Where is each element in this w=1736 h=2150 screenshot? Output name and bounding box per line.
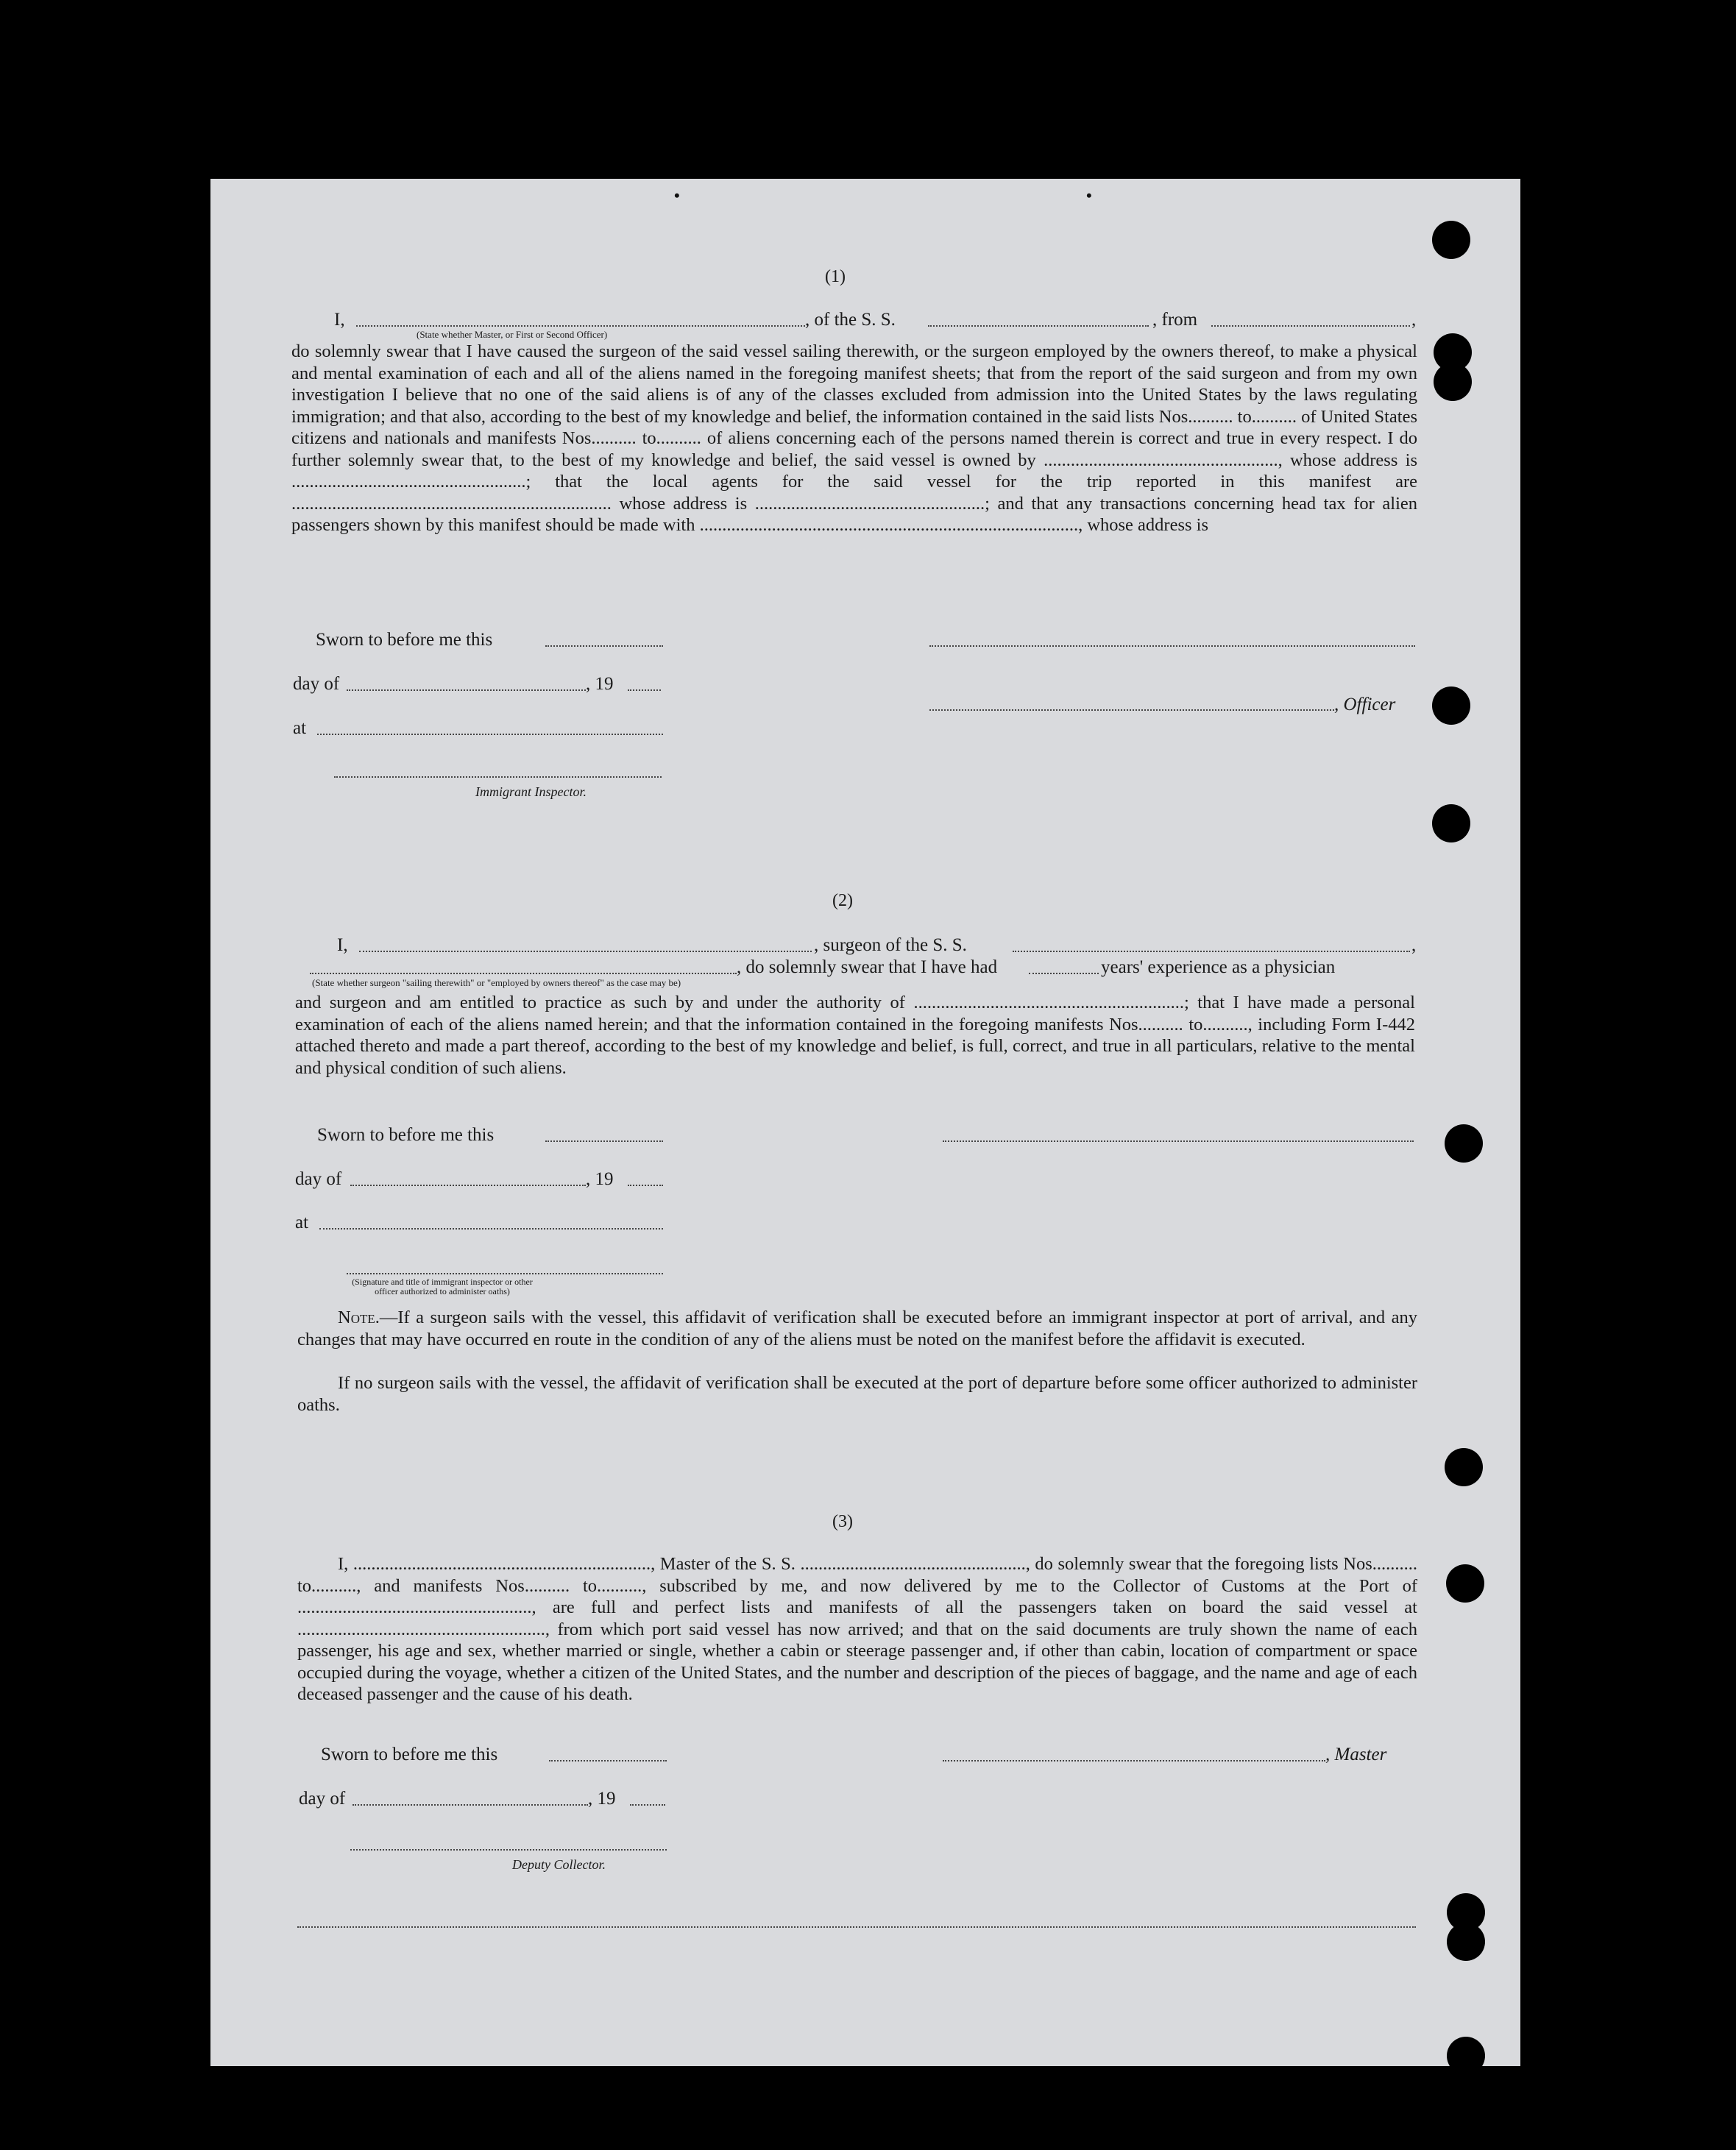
punch-hole [1446, 1564, 1484, 1603]
surgeon-status-line[interactable] [310, 973, 737, 974]
at-line[interactable] [317, 734, 663, 735]
sec2-year: , 19 [586, 1169, 614, 1189]
sec1-year: , 19 [586, 674, 614, 694]
note-text: —If a surgeon sails with the vessel, this affidavit of verification shall be executed before an immigrant inspector at port of arrival, and any changes that may have occurred en route in the condition of any of the aliens must be noted on the manifest before the affidavit is executed. [297, 1308, 1417, 1349]
section-1-heading: (1) [825, 267, 846, 286]
signature-hint: (Signature and title of immigrant inspector or other officer authorized to administer oaths) [352, 1277, 533, 1296]
sec1-of-ss: , of the S. S. [805, 310, 896, 330]
collector-signature-line[interactable] [350, 1849, 667, 1851]
sec2-at: at [295, 1213, 309, 1232]
note-paragraph-2: If no surgeon sails with the vessel, the affidavit of verification shall be executed at the port of departure before some officer authorized to administer oaths. [297, 1373, 1417, 1415]
sec2-i: I, [337, 935, 348, 955]
surgeon-signature-line[interactable] [943, 1140, 1414, 1142]
sworn-date-line[interactable] [549, 1760, 667, 1761]
sec3-sworn: Sworn to before me this [321, 1745, 498, 1764]
punch-hole [1445, 1124, 1483, 1163]
officer-title-line[interactable] [929, 709, 1334, 711]
years-line[interactable] [1029, 973, 1099, 974]
bleed-mark: • [1086, 186, 1092, 205]
comma: , [1411, 935, 1417, 955]
from-port-line[interactable] [1211, 325, 1410, 327]
day-line[interactable] [347, 689, 586, 691]
day-line[interactable] [352, 1804, 588, 1806]
note-label: Note. [338, 1308, 380, 1327]
sec2-surgeon-of: , surgeon of the S. S. [814, 935, 967, 955]
surgeon-hint: (State whether surgeon "sailing therewith" or "employed by owners thereof" as the case may be) [312, 977, 681, 988]
sec1-at: at [293, 718, 307, 738]
inspector-label: Immigrant Inspector. [475, 784, 587, 799]
punch-hole [1447, 1923, 1485, 1961]
punch-hole [1432, 221, 1470, 259]
sec3-year: , 19 [588, 1789, 616, 1809]
bleed-mark: • [674, 186, 680, 205]
officer-hint: (State whether Master, or First or Second Officer) [417, 329, 608, 340]
punch-hole [1434, 363, 1472, 401]
sec1-sworn: Sworn to before me this [316, 630, 493, 650]
inspector-signature-line[interactable] [347, 1273, 663, 1274]
inspector-signature-line[interactable] [334, 776, 662, 778]
sec2-years: years' experience as a physician [1101, 957, 1336, 977]
surgeon-name-line[interactable] [359, 951, 812, 952]
sec2-oath-paragraph: and surgeon and am entitled to practice as such by and under the authority of ............................................................; that I have made a personal examination of each of the aliens named herein; and that the information contained in the foregoing manifests Nos.......... to.........., including Form I-442 attached thereto and made a part thereof, according to the best of my knowledge and belief, is full, correct, and true in all particulars, relative to the mental and physical condition of such aliens. [295, 993, 1415, 1078]
form-page [210, 179, 1520, 2066]
collector-label: Deputy Collector. [512, 1857, 606, 1872]
year-line[interactable] [628, 1185, 663, 1186]
punch-hole [1447, 2037, 1485, 2075]
master-label: , Master [1325, 1745, 1387, 1764]
note-paragraph [297, 1307, 1417, 1350]
vessel-name-line[interactable] [928, 325, 1149, 327]
section-2-heading: (2) [832, 891, 853, 910]
bottom-rule [297, 1926, 1416, 1928]
sec2-day-of: day of [295, 1169, 342, 1189]
sworn-date-line[interactable] [545, 645, 663, 647]
officer-signature-line[interactable] [929, 645, 1415, 647]
sec1-from: , from [1152, 310, 1198, 330]
sec1-i: I, [334, 310, 345, 330]
master-signature-line[interactable] [943, 1760, 1325, 1761]
comma: , [1411, 310, 1417, 330]
punch-hole [1432, 804, 1470, 842]
sec1-day-of: day of [293, 674, 340, 694]
sec1-oath-paragraph: do solemnly swear that I have caused the surgeon of the said vessel sailing therewith, or the surgeon employed by the owners thereof, to make a physical and mental examination of each and all of the aliens named in the foregoing manifest sheets; that from the report of the said surgeon and from my own investigation I believe that no one of the said aliens is of any of the classes excluded from admission into the United States by the laws regulating immigration; and that also, according to the best of my knowledge and belief, the information contained in the said lists Nos.......... to.......... of United States citizens and nationals and manifests Nos.......... to.......... of aliens concerning each of the persons named therein is correct and true in every respect. I do further solemnly swear that, to the best of my knowledge and belief, the said vessel is owned by ...................................................., whose address is ....................................................; that the local agents for the said vessel for the trip reported in this manifest are ....................................................................... whose address is ...................................................; and that any transactions concerning head tax for alien passengers shown by this manifest should be made with ...................................................................................., whose address is [291, 341, 1417, 535]
section-3-heading: (3) [832, 1512, 853, 1531]
officer-label: , Officer [1334, 695, 1396, 714]
sec2-swear: , do solemnly swear that I have had [737, 957, 998, 977]
day-line[interactable] [350, 1185, 586, 1186]
sec2-sworn: Sworn to before me this [317, 1125, 495, 1145]
punch-hole [1445, 1448, 1483, 1486]
surgeon-vessel-line[interactable] [1013, 951, 1410, 952]
sec3-oath-paragraph: I, .................................................................., Master of the S. S. .................................................., do solemnly swear that the foregoing lists Nos.......... to.........., and manifests Nos.......... to.........., subscribed by me, and now delivered by me to the Collector of Customs at the Port of ...................................................., are full and perfect lists and manifests of all the passengers taken on board the said vessel at ......................................................., from which port said vessel has now arrived; and that on the said documents are truly shown the name of each passenger, his age and sex, whether married or single, whether a cabin or steerage passenger and, if other than cabin, location of compartment or space occupied during the voyage, whether a citizen of the United States, and the number and description of the pieces of baggage, and the name and age of each deceased passenger and the cause of his death. [297, 1554, 1417, 1704]
at-line[interactable] [319, 1228, 663, 1230]
officer-name-line[interactable] [356, 325, 805, 327]
sec3-day-of: day of [299, 1789, 346, 1809]
punch-hole [1432, 686, 1470, 725]
year-line[interactable] [630, 1804, 665, 1806]
sworn-date-line[interactable] [545, 1140, 663, 1142]
year-line[interactable] [628, 689, 661, 691]
